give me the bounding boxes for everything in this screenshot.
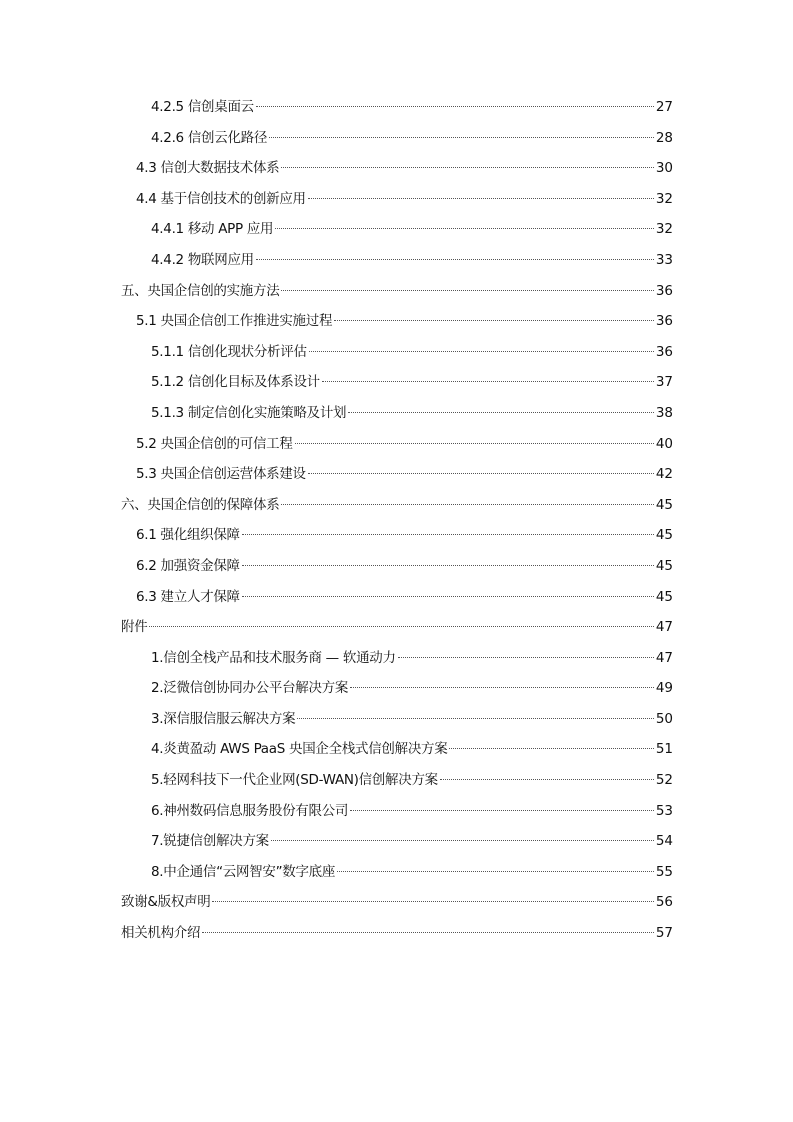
toc-entry-title: 5.1.1 信创化现状分析评估 [151, 343, 307, 360]
dot-leader [322, 381, 654, 382]
toc-entry-line [151, 214, 673, 245]
dot-leader [297, 718, 654, 719]
dot-leader [202, 932, 654, 933]
toc-entry-title: 4.3 信创大数据技术体系 [136, 160, 280, 177]
toc-entry[interactable] [0, 306, 793, 337]
toc-entry-line [136, 184, 673, 215]
toc-entry-page-number: 27 [655, 99, 673, 115]
toc-entry[interactable] [0, 490, 793, 521]
toc-entry-page-number: 57 [655, 925, 673, 942]
toc-entry[interactable] [0, 276, 793, 307]
toc-entry-line [151, 826, 673, 857]
toc-entry[interactable] [0, 796, 793, 827]
toc-entry-page-number: 32 [655, 221, 673, 238]
toc-entry-line [121, 918, 673, 949]
toc-entry-page-number: 30 [655, 160, 673, 177]
toc-entry-page-number: 45 [655, 557, 673, 574]
toc-entry-line [151, 704, 673, 735]
toc-entry[interactable] [0, 153, 793, 184]
toc-entry-title: 5.3 央国企信创运营体系建设 [136, 466, 306, 483]
toc-entry[interactable] [0, 734, 793, 765]
toc-entry-title: 2.泛微信创协同办公平台解决方案 [151, 680, 349, 697]
toc-entry-title: 五、央国企信创的实施方法 [121, 282, 280, 299]
dot-leader [242, 534, 654, 535]
toc-entry-line [151, 367, 673, 398]
table-of-contents [0, 92, 793, 949]
toc-entry-page-number: 36 [655, 343, 673, 360]
toc-entry-page-number: 56 [655, 894, 673, 911]
toc-entry-line [151, 673, 673, 704]
toc-entry-line [121, 490, 673, 521]
dot-leader [440, 779, 654, 780]
toc-entry[interactable] [0, 429, 793, 460]
toc-entry-line [151, 245, 673, 276]
dot-leader [449, 748, 653, 749]
toc-entry[interactable] [0, 398, 793, 429]
toc-entry-title: 附件 [121, 619, 148, 636]
toc-entry[interactable] [0, 245, 793, 276]
toc-entry[interactable] [0, 918, 793, 949]
toc-entry-page-number: 49 [655, 680, 673, 697]
toc-entry[interactable] [0, 184, 793, 215]
toc-entry-title: 六、央国企信创的保障体系 [121, 496, 280, 513]
toc-entry[interactable] [0, 704, 793, 735]
toc-entry-line [136, 459, 673, 490]
toc-entry-title: 6.神州数码信息服务股份有限公司 [151, 802, 349, 819]
toc-entry-page-number: 36 [655, 282, 673, 299]
toc-entry-page-number: 47 [655, 649, 673, 666]
toc-entry-page-number: 36 [655, 313, 673, 330]
toc-entry-line [151, 123, 673, 154]
dot-leader [308, 473, 654, 474]
toc-entry-page-number: 45 [655, 527, 673, 544]
toc-entry-page-number: 53 [655, 802, 673, 819]
toc-entry[interactable] [0, 643, 793, 674]
toc-entry-title: 致谢&版权声明 [121, 894, 211, 911]
dot-leader [256, 106, 654, 107]
toc-entry[interactable] [0, 673, 793, 704]
dot-leader [281, 167, 653, 168]
toc-entry[interactable] [0, 551, 793, 582]
toc-entry[interactable] [0, 887, 793, 918]
toc-entry[interactable] [0, 826, 793, 857]
toc-entry[interactable] [0, 337, 793, 368]
toc-entry-line [151, 337, 673, 368]
toc-entry-line [151, 92, 673, 123]
toc-entry-line [136, 306, 673, 337]
toc-entry-title: 4.4.1 移动 APP 应用 [151, 221, 274, 238]
toc-entry[interactable] [0, 520, 793, 551]
toc-entry-page-number: 54 [655, 833, 673, 850]
toc-entry-page-number: 51 [655, 741, 673, 758]
toc-entry-page-number: 42 [655, 466, 673, 483]
toc-entry-title: 4.炎黄盈动 AWS PaaS 央国企全栈式信创解决方案 [151, 741, 448, 758]
dot-leader [149, 626, 653, 627]
toc-entry-page-number: 45 [655, 496, 673, 513]
toc-entry[interactable] [0, 367, 793, 398]
toc-entry-page-number: 55 [655, 863, 673, 880]
toc-entry-title: 4.4 基于信创技术的创新应用 [136, 190, 306, 207]
toc-entry[interactable] [0, 765, 793, 796]
toc-entry-page-number: 45 [655, 588, 673, 605]
dot-leader [256, 259, 654, 260]
toc-entry-title: 7.锐捷信创解决方案 [151, 833, 269, 850]
toc-entry-page-number: 40 [655, 435, 673, 452]
dot-leader [337, 871, 654, 872]
dot-leader [269, 137, 654, 138]
toc-entry[interactable] [0, 459, 793, 490]
toc-entry-title: 5.1.3 制定信创化实施策略及计划 [151, 404, 347, 421]
toc-entry-title: 4.2.6 信创云化路径 [151, 129, 268, 146]
toc-entry[interactable] [0, 123, 793, 154]
dot-leader [348, 412, 654, 413]
dot-leader [281, 290, 653, 291]
toc-entry-title: 4.4.2 物联网应用 [151, 251, 254, 268]
toc-entry-line [151, 734, 673, 765]
toc-entry-line [121, 276, 673, 307]
toc-entry-title: 1.信创全栈产品和技术服务商 — 软通动力 [151, 649, 396, 666]
toc-entry-page-number: 38 [655, 404, 673, 421]
toc-entry-title: 6.1 强化组织保障 [136, 527, 240, 544]
dot-leader [242, 565, 654, 566]
toc-entry-line [136, 520, 673, 551]
toc-entry-page-number: 50 [655, 710, 673, 727]
toc-entry-line [136, 153, 673, 184]
dot-leader [281, 504, 653, 505]
dot-leader [295, 443, 654, 444]
toc-entry-line [151, 398, 673, 429]
toc-entry-title: 5.轻网科技下一代企业网(SD-WAN)信创解决方案 [151, 772, 438, 789]
toc-entry-title: 6.2 加强资金保障 [136, 557, 240, 574]
toc-entry-page-number: 47 [655, 619, 673, 636]
toc-entry[interactable] [0, 612, 793, 643]
dot-leader [308, 198, 654, 199]
toc-entry-page-number: 32 [655, 190, 673, 207]
dot-leader [212, 901, 653, 902]
toc-entry-line [151, 796, 673, 827]
toc-entry-title: 相关机构介绍 [121, 925, 201, 942]
toc-entry-line [136, 582, 673, 613]
toc-entry-title: 5.1 央国企信创工作推进实施过程 [136, 313, 333, 330]
toc-entry-page-number: 28 [655, 129, 673, 146]
toc-entry[interactable] [0, 214, 793, 245]
toc-entry-line [151, 765, 673, 796]
toc-entry[interactable] [0, 582, 793, 613]
toc-entry-line [136, 551, 673, 582]
toc-entry-line [151, 857, 673, 888]
dot-leader [334, 320, 654, 321]
toc-entry-title: 3.深信服信服云解决方案 [151, 710, 296, 727]
dot-leader [309, 351, 654, 352]
toc-entry-title: 5.2 央国企信创的可信工程 [136, 435, 293, 452]
toc-entry-title: 4.2.5 信创桌面云 [151, 99, 254, 115]
toc-entry-line [136, 429, 673, 460]
dot-leader [242, 596, 654, 597]
toc-entry[interactable] [0, 857, 793, 888]
toc-entry-page-number: 37 [655, 374, 673, 391]
toc-entry-title: 8.中企通信“云网智安”数字底座 [151, 863, 336, 880]
toc-entry-title: 5.1.2 信创化目标及体系设计 [151, 374, 320, 391]
dot-leader [350, 810, 654, 811]
toc-entry-line [151, 643, 673, 674]
toc-entry-line [121, 887, 673, 918]
dot-leader [271, 840, 654, 841]
toc-entry-page-number: 33 [655, 251, 673, 268]
dot-leader [275, 228, 654, 229]
dot-leader [350, 687, 654, 688]
toc-entry[interactable] [0, 92, 793, 123]
dot-leader [398, 657, 654, 658]
toc-entry-line [121, 612, 673, 643]
toc-entry-title: 6.3 建立人才保障 [136, 588, 240, 605]
toc-entry-page-number: 52 [655, 772, 673, 789]
